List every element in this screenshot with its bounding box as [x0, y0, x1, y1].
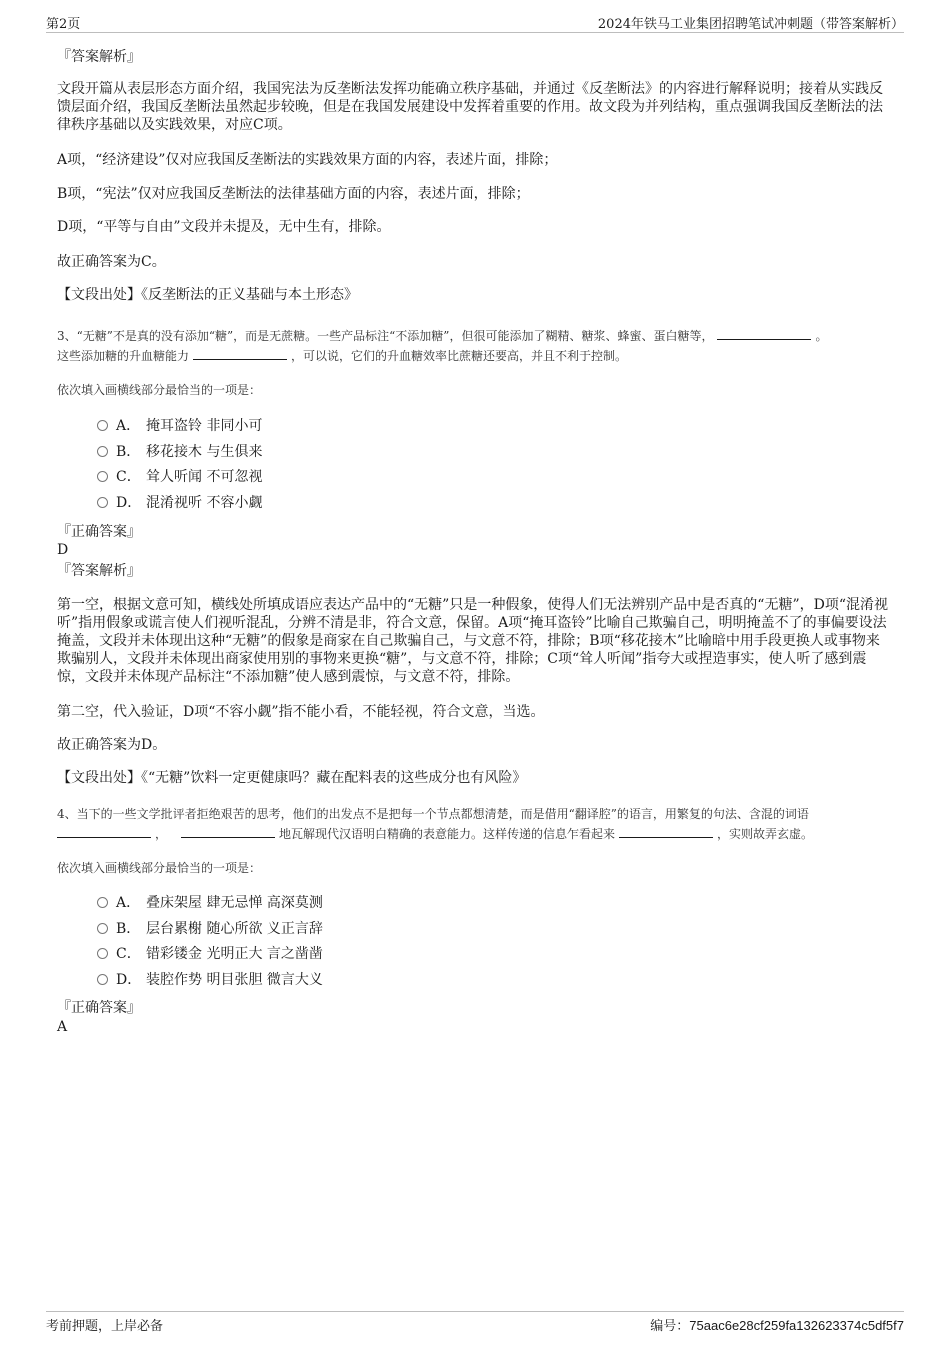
- q3-stem-part1: 3、“无糖”不是真的没有添加“糖”，而是无蔗糖。一些产品标注“不添加糖”，但很可能添加了糊精、糖浆、蜂蜜、蛋白糖等，: [57, 329, 714, 343]
- q2-source: 【文段出处】《反垄断法的正义基础与本土形态》: [57, 287, 358, 303]
- q3-answer: D: [57, 542, 69, 558]
- q2-analysis-option-a: A项，“经济建设”仅对应我国反垄断法的实践效果方面的内容，表述片面，排除；: [57, 152, 558, 168]
- q4-blank-1: [57, 825, 151, 838]
- q4-answer-label: 『正确答案』: [57, 1000, 141, 1016]
- q3-source: 【文段出处】《“无糖”饮料一定更健康吗？藏在配料表的这些成分也有风险》: [57, 770, 527, 786]
- q3-option-b[interactable]: B． 移花接木 与生俱来: [97, 443, 262, 461]
- q4-answer: A: [57, 1019, 68, 1035]
- q3-stem-part2: 。: [815, 329, 828, 343]
- q4-option-a[interactable]: A． 叠床架屋 肆无忌惮 高深莫测: [97, 894, 323, 912]
- q3-option-d[interactable]: D． 混淆视听 不容小觑: [97, 494, 262, 512]
- radio-icon[interactable]: [97, 923, 108, 934]
- q2-conclusion: 故正确答案为C。: [57, 254, 166, 270]
- q3-option-c[interactable]: C． 耸人听闻 不可忽视: [97, 468, 262, 486]
- q4-option-d[interactable]: D． 装腔作势 明目张胆 微言大义: [97, 971, 323, 989]
- document-title: 2024年铁马工业集团招聘笔试冲刺题（带答案解析）: [597, 17, 904, 32]
- q3-stem-part4: ，可以说，它们的升血糖效率比蔗糖还要高，并且不利于控制。: [291, 349, 628, 363]
- document-code: 编号：75aac6e28cf259fa132623374c5df5f7: [650, 1318, 904, 1334]
- page-header: [46, 12, 904, 33]
- footer-slogan: 考前押题，上岸必备: [46, 1319, 164, 1334]
- q3-blank-1: [717, 327, 811, 340]
- radio-icon[interactable]: [97, 446, 108, 457]
- q4-option-b[interactable]: B． 层台累榭 随心所欲 义正言辞: [97, 920, 323, 938]
- radio-icon[interactable]: [97, 420, 108, 431]
- q3-analysis-paragraph-2: 第二空，代入验证，D项“不容小觑”指不能小看，不能轻视，符合文意，当选。: [57, 704, 545, 720]
- q4-option-c[interactable]: C． 错彩镂金 光明正大 言之凿凿: [97, 945, 323, 963]
- radio-icon[interactable]: [97, 497, 108, 508]
- radio-icon[interactable]: [97, 471, 108, 482]
- q3-analysis-label: 『答案解析』: [57, 563, 141, 579]
- q3-prompt: 依次填入画横线部分最恰当的一项是：: [57, 383, 262, 397]
- q2-analysis-option-d: D项，“平等与自由”文段并未提及，无中生有，排除。: [57, 219, 391, 235]
- q4-stem-part2: ，: [155, 827, 168, 841]
- q4-prompt: 依次填入画横线部分最恰当的一项是：: [57, 861, 262, 875]
- page-footer: [46, 1311, 904, 1334]
- q4-stem-part4: ，实则故弄玄虚。: [717, 827, 814, 841]
- radio-icon[interactable]: [97, 974, 108, 985]
- q4-blank-2: [181, 825, 275, 838]
- radio-icon[interactable]: [97, 897, 108, 908]
- q3-analysis-paragraph-1: 第一空，根据文意可知，横线处所填成语应表达产品中的“无糖”只是一种假象，使得人们无法辨别产品中是否真的“无糖”，D项“混淆视听”指用假象或谎言使人们视听混乱，分辨不清是非，符合文意，保留。A项“掩耳盗铃”比喻自己欺骗自己，明明掩盖不了的事偏要设法掩盖，文段并未体现出这种“无糖”的假象是商家在自己欺骗自己，与文意不符，排除；B项“移花接木”比喻暗中用手段更换人或事物来欺骗别人，文段并未体现出商家使用别的事物来更换“糖”，与文意不符，排除；C项“耸人听闻”指夸大或捏造事实，使人听了感到震惊，文段并未体现产品标注“不添加糖”使人感到震惊，与文意不符，排除。: [57, 597, 889, 685]
- q4-blank-3: [619, 825, 713, 838]
- q2-analysis-paragraph: 文段开篇从表层形态方面介绍，我国宪法为反垄断法发挥功能确立秩序基础，并通过《反垄断法》的内容进行解释说明；接着从实践反馈层面介绍，我国反垄断法虽然起步较晚，但是在我国发展建设中发挥着重要的作用。故文段为并列结构，重点强调我国反垄断法的法律秩序基础以及实践效果，对应C项。: [57, 81, 883, 133]
- radio-icon[interactable]: [97, 948, 108, 959]
- q3-answer-label: 『正确答案』: [57, 524, 141, 540]
- q4-stem: [57, 804, 893, 844]
- q4-stem-part3: 地瓦解现代汉语明白精确的表意能力。这样传递的信息乍看起来: [279, 827, 616, 841]
- q3-stem-part3: 这些添加糖的升血糖能力: [57, 349, 190, 363]
- q3-option-a[interactable]: A． 掩耳盗铃 非同小可: [97, 417, 262, 435]
- q3-blank-2: [193, 347, 287, 360]
- q3-conclusion: 故正确答案为D。: [57, 737, 167, 753]
- q3-stem: [57, 326, 893, 366]
- q2-analysis-option-b: B项，“宪法”仅对应我国反垄断法的法律基础方面的内容，表述片面，排除；: [57, 186, 530, 202]
- page-number: 第2页: [46, 17, 81, 32]
- q2-analysis-label: 『答案解析』: [57, 49, 141, 65]
- q4-stem-part1: 4、当下的一些文学批评者拒绝艰苦的思考，他们的出发点不是把每一个节点都想清楚，而是借用“翻译腔”的语言，用繁复的句法、含混的词语: [57, 807, 809, 821]
